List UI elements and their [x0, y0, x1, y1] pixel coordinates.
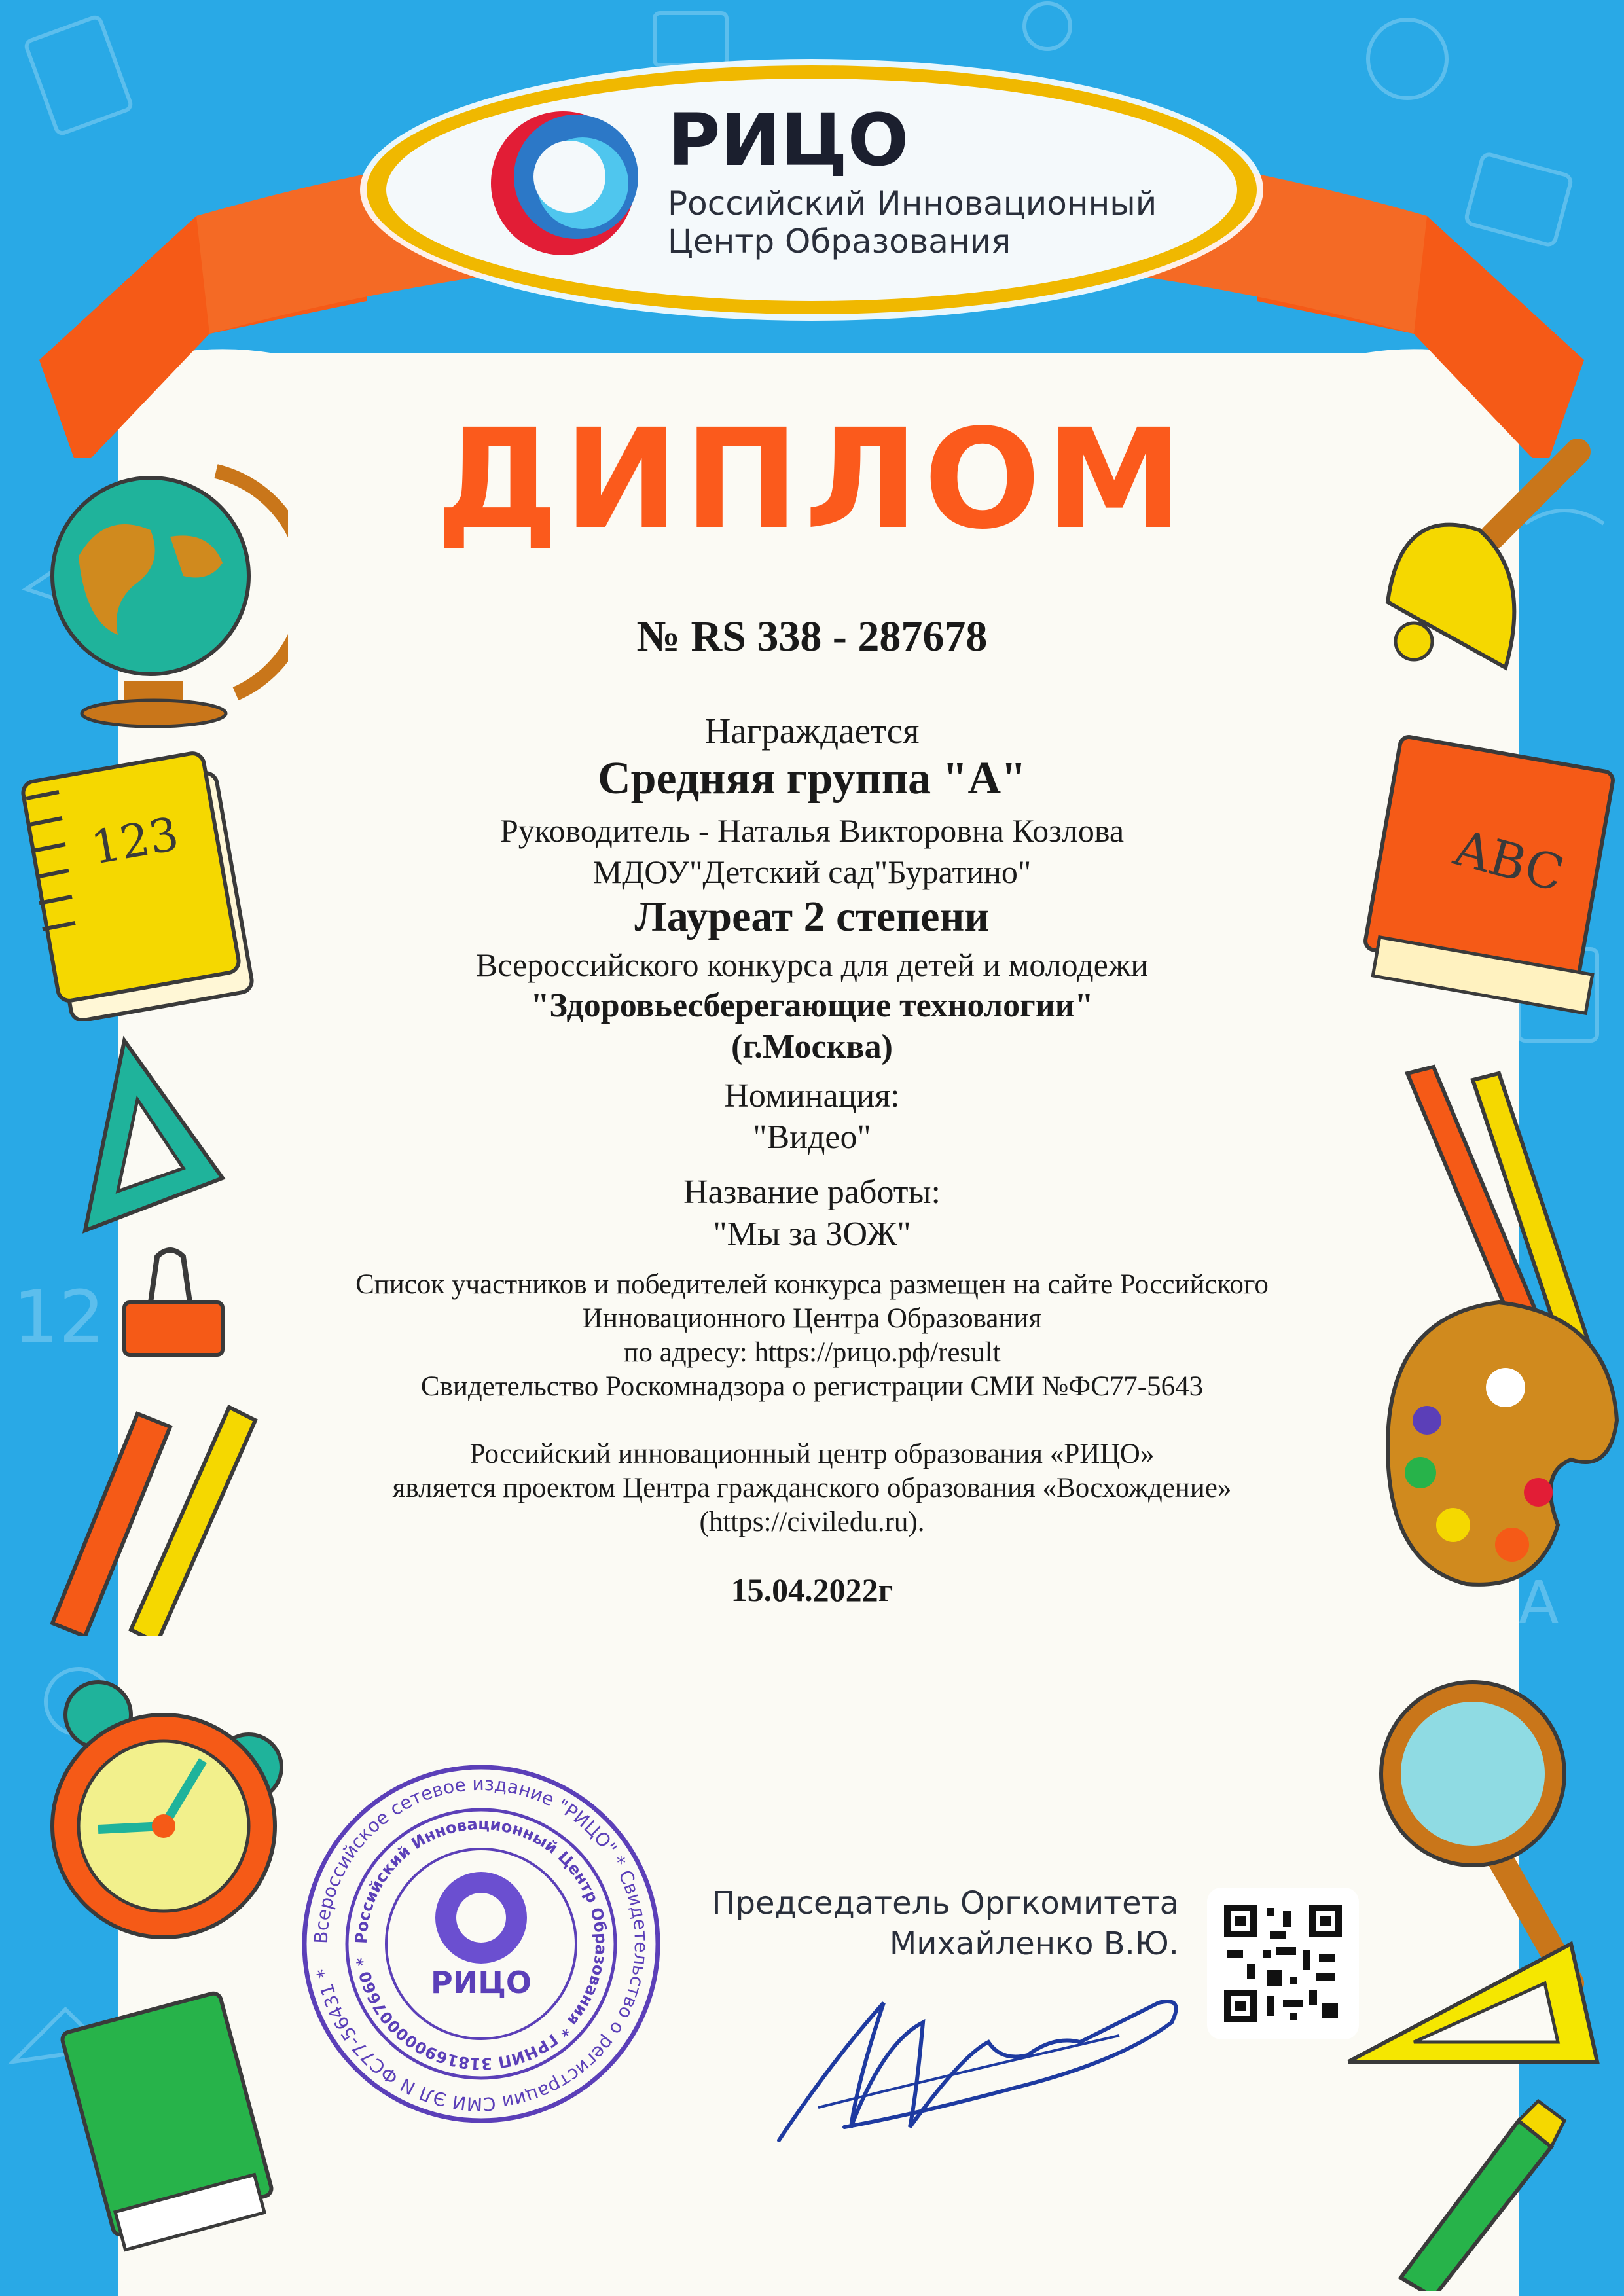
logo-line-2: Центр Образования — [668, 223, 1011, 260]
contest-line: Всероссийского конкурса для детей и молодежи — [475, 946, 1149, 983]
award-degree: Лауреат 2 степени — [634, 893, 990, 941]
work-value: "Мы за ЗОЖ" — [713, 1215, 911, 1253]
binder-clip-icon — [118, 1244, 229, 1368]
info-line-1: Список участников и победителей конкурса размещен на сайте Российского — [355, 1269, 1269, 1300]
diploma-number: № RS 338 - 287678 — [636, 613, 988, 660]
info-line-4: Свидетельство Роскомнадзора о регистрации СМИ №ФС77-5643 — [420, 1371, 1204, 1402]
qr-code-icon — [1211, 1892, 1355, 2036]
project-line-1: Российский инновационный центр образования «РИЦО» — [469, 1439, 1155, 1469]
svg-text:ABC: ABC — [1448, 818, 1570, 903]
awarded-label: Награждается — [704, 711, 920, 751]
pens-icon — [39, 1388, 275, 1636]
organization-stamp — [298, 1761, 664, 2127]
handwritten-signature — [753, 1964, 1211, 2160]
contest-city: (г.Москва) — [731, 1028, 893, 1066]
pencil-icon — [1388, 2094, 1571, 2291]
alarm-clock-icon — [26, 1669, 314, 1957]
abc-book-icon — [1362, 733, 1623, 1021]
recipient-name: Средняя группа "А" — [598, 753, 1026, 804]
result-url[interactable]: по адресу: https://рицо.рф/result — [623, 1337, 1001, 1368]
nomination-value: "Видео" — [753, 1119, 871, 1156]
stamp-inner-text: Российский Инновационный Центр Образования * ГРНИП 318169000007660 * — [352, 1814, 611, 2073]
chairman-role: Председатель Оргкомитета — [712, 1885, 1179, 1922]
logo-name: РИЦО — [668, 98, 909, 182]
work-label: Название работы: — [683, 1174, 941, 1211]
bell-icon — [1362, 432, 1610, 707]
nomination-label: Номинация: — [724, 1077, 900, 1115]
globe-icon — [39, 458, 288, 733]
organization: МДОУ"Детский сад"Буратино" — [592, 853, 1032, 890]
project-url[interactable]: (https://civiledu.ru). — [699, 1507, 925, 1537]
svg-text:12: 12 — [13, 1275, 105, 1359]
svg-text:A: A — [1519, 1569, 1559, 1638]
triangle-ruler-icon — [65, 1028, 236, 1244]
contest-name: "Здоровьесберегающие технологии" — [530, 987, 1094, 1024]
notebook-123-icon — [13, 746, 255, 1021]
stamp-center-label: РИЦО — [431, 1965, 532, 2000]
green-book-icon — [59, 1983, 301, 2258]
qr-code[interactable] — [1211, 1892, 1355, 2036]
rico-logo-icon — [484, 105, 641, 262]
leader-name: Руководитель - Наталья Викторовна Козлова — [499, 812, 1125, 849]
diploma-title: ДИПЛОМ — [436, 399, 1188, 560]
info-line-2: Инновационного Центра Образования — [582, 1303, 1042, 1334]
issue-date: 15.04.2022г — [731, 1571, 893, 1608]
logo-line-1: Российский Инновационный — [668, 185, 1157, 223]
svg-text:123: 123 — [87, 806, 183, 875]
set-square-icon — [1335, 1931, 1610, 2081]
palette-icon — [1375, 1289, 1623, 1604]
project-line-2: является проектом Центра гражданского образования «Восхождение» — [392, 1473, 1232, 1503]
stamp-outer-text: Всероссийское сетевое издание "РИЦО" * Свидетельство о регистрации СМИ ЭЛ N ФС77-56431 * — [310, 1772, 653, 2115]
chairman-name: Михайленко В.Ю. — [889, 1926, 1179, 1962]
